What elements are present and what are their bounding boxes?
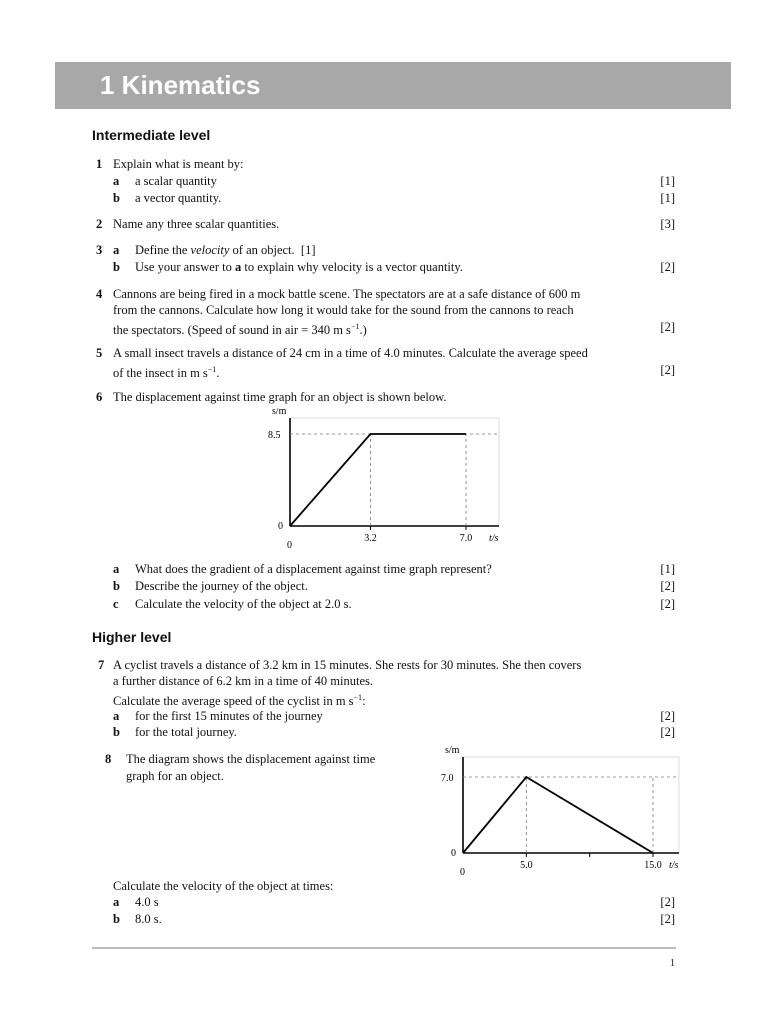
- section-heading-higher: Higher level: [92, 629, 172, 645]
- question-number: 1: [96, 157, 103, 171]
- question-text: A small insect travels a distance of 24 cm in a time of 4.0 minutes. Calculate the average speed: [113, 346, 588, 360]
- displacement-time-graph-1: [255, 408, 515, 553]
- y-tick-label: 0: [451, 848, 456, 859]
- marks: [1]: [660, 174, 675, 188]
- question-number: 4: [96, 287, 103, 301]
- footer-divider: [92, 947, 676, 949]
- question-number: 6: [96, 390, 103, 404]
- question-text: of the insect in m $s^{-1}$.: [113, 365, 220, 381]
- chapter-banner: [55, 62, 731, 109]
- part-text: a scalar quantity: [135, 174, 217, 188]
- marks: [2]: [660, 895, 675, 909]
- part-text: for the first 15 minutes of the journey: [135, 709, 323, 723]
- part-label: b: [113, 579, 120, 593]
- plot-area: [463, 757, 679, 853]
- part-label: c: [113, 597, 119, 611]
- x-tick-label: 0: [287, 540, 292, 551]
- part-label: b: [113, 260, 120, 274]
- question-text: The displacement against time graph for an object is shown below.: [113, 390, 447, 404]
- part-label: a: [113, 174, 120, 188]
- marks: [2]: [660, 260, 675, 274]
- displacement-time-graph-2: [435, 737, 705, 879]
- section-heading-intermediate: Intermediate level: [92, 127, 211, 143]
- marks: [2]: [660, 725, 675, 739]
- question-text: from the cannons. Calculate how long it would take for the sound from the cannons to reach: [113, 303, 574, 317]
- x-tick-label: 15.0: [644, 860, 662, 871]
- question-text: Calculate the average speed of the cyclist in m $s^{-1}$:: [113, 693, 366, 709]
- question-text: graph for an object.: [126, 769, 224, 783]
- page-number: 1: [670, 958, 675, 969]
- marks: [2]: [660, 579, 675, 593]
- marks: [1]: [660, 191, 675, 205]
- marks: [2]: [660, 912, 675, 926]
- question-text: Calculate the velocity of the object at times:: [113, 879, 334, 893]
- question-text: A cyclist travels a distance of 3.2 km in 15 minutes. She rests for 30 minutes. She then covers: [113, 658, 582, 672]
- part-text: 4.0 s: [135, 895, 159, 909]
- part-label: a: [113, 243, 120, 257]
- question-number: 5: [96, 346, 103, 360]
- part-label: a: [113, 895, 120, 909]
- marks: [2]: [660, 320, 675, 334]
- part-text: for the total journey.: [135, 725, 237, 739]
- part-text: 8.0 s.: [135, 912, 162, 926]
- part-label: b: [113, 191, 120, 205]
- question-text: Explain what is meant by:: [113, 157, 244, 171]
- question-text: a further distance of 6.2 km in a time of 40 minutes.: [113, 674, 374, 688]
- x-tick-label: 3.2: [364, 533, 377, 544]
- part-text: Describe the journey of the object.: [135, 579, 308, 593]
- question-number: 8: [105, 752, 112, 766]
- marks: [1]: [660, 562, 675, 576]
- part-label: a: [113, 709, 120, 723]
- part-label: b: [113, 912, 120, 926]
- x-tick-label: 5.0: [520, 860, 533, 871]
- y-tick-label: 7.0: [441, 773, 454, 784]
- question-number: 3: [96, 243, 103, 257]
- y-tick-label: 8.5: [268, 430, 281, 441]
- marks: [2]: [660, 363, 675, 377]
- part-text: Calculate the velocity of the object at 2.0 s.: [135, 597, 352, 611]
- x-tick-label: 0: [460, 867, 465, 878]
- marks: [2]: [660, 597, 675, 611]
- part-text: a vector quantity.: [135, 191, 222, 205]
- part-label: a: [113, 562, 120, 576]
- part-text: Define the velocity of an object. [1]: [135, 243, 316, 257]
- part-label: b: [113, 725, 120, 739]
- question-text: Cannons are being fired in a mock battle scene. The spectators are at a safe distance of 600 m: [113, 287, 581, 301]
- x-tick-label: 7.0: [459, 533, 473, 544]
- x-axis-label: t/s: [669, 860, 679, 871]
- y-tick-label: 0: [278, 521, 283, 532]
- chapter-title: 1 Kinematics: [100, 70, 261, 100]
- question-number: 7: [98, 658, 105, 672]
- question-text: the spectators. (Speed of sound in air = 340 m $s^{-1}$.): [113, 322, 367, 338]
- question-number: 2: [96, 217, 103, 231]
- question-text: Name any three scalar quantities.: [113, 217, 280, 231]
- x-axis-label: t/s: [489, 533, 499, 544]
- y-axis-label: s/m: [445, 745, 460, 756]
- part-text: Use your answer to a to explain why velocity is a vector quantity.: [135, 260, 463, 274]
- marks: [3]: [660, 217, 675, 231]
- question-text: The diagram shows the displacement against time: [126, 752, 376, 766]
- part-text: What does the gradient of a displacement against time graph represent?: [135, 562, 492, 576]
- y-axis-label: s/m: [272, 408, 287, 417]
- marks: [2]: [660, 709, 675, 723]
